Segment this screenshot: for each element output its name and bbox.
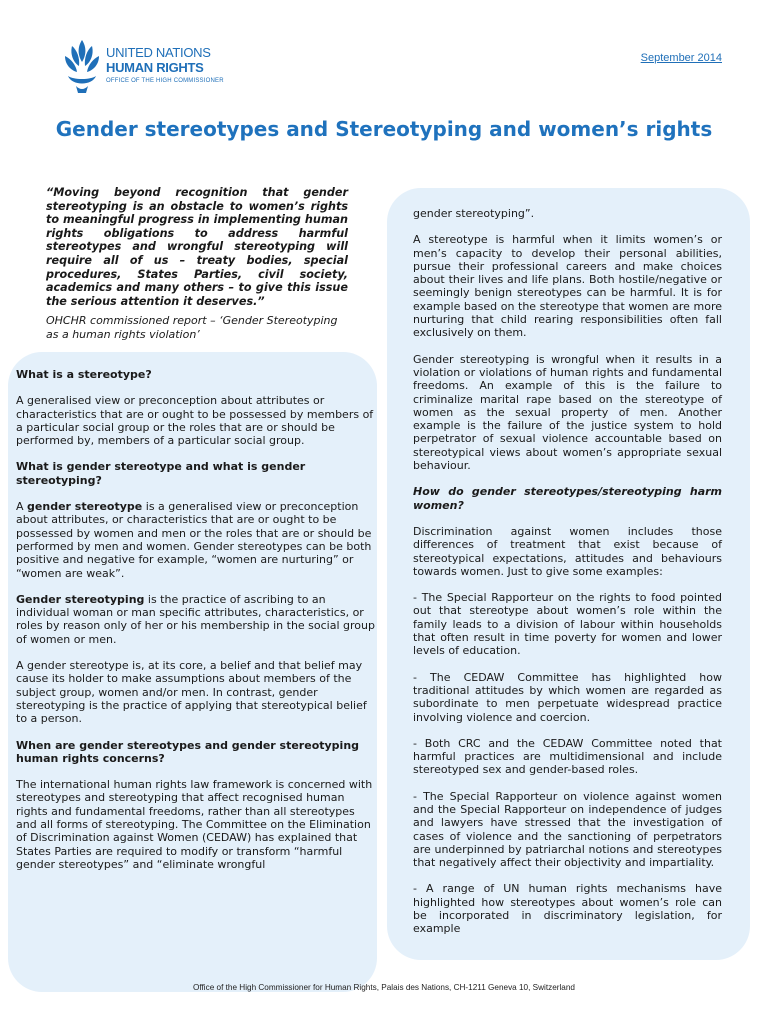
right-column <box>413 207 722 949</box>
org-name-line2: HUMAN RIGHTS <box>106 60 204 75</box>
list-item: - The CEDAW Committee has highlighted how traditional attitudes by which women are regarded as subordinate to men perpetuate widespread practice involving violence and coercion. <box>413 670 722 724</box>
term-gender-stereotyping: Gender stereotyping <box>16 592 145 606</box>
page-title: Gender stereotypes and Stereotyping and women’s rights <box>55 117 713 141</box>
pull-quote: “Moving beyond recognition that gender stereotyping is an obstacle to women’s rights to meaningful progress in implementing human rights obligations to address harmful stereotypes and wrongful stereotyping will require all of us – treaty bodies, special procedures, States Parties, civil society, academics and many others – to give this issue the serious attention it deserves.” <box>46 186 348 308</box>
list-item: - A range of UN human rights mechanisms have highlighted how stereotypes about women’s role can be incorporated in discriminatory legislation, for example <box>413 882 722 936</box>
term-gender-stereotype: gender stereotype <box>27 500 143 514</box>
paragraph: The international human rights law framework is concerned with stereotypes and stereotyping that affect recognised human rights and fundamental freedoms, rather than all stereotypes and all forms of stereotyping. The Committee on the Elimination of Discrimination against Women (CEDAW) has explained that States Parties are required to modify or transform “harmful gender stereotypes” and “eliminate wrongful <box>16 778 373 871</box>
footer-address: Office of the High Commissioner for Human Rights, Palais des Nations, CH-1211 Geneva 10, Switzerland <box>193 983 575 992</box>
list-item: - The Special Rapporteur on the rights to food pointed out that stereotype about women’s role within the family leads to a division of labour within households that often result in time poverty for women and lower levels of education. <box>413 591 722 658</box>
left-column <box>16 368 376 884</box>
paragraph: gender stereotyping”. <box>413 207 535 220</box>
heading-what-is-stereotype: What is a stereotype? <box>16 368 152 381</box>
org-name-line3: OFFICE OF THE HIGH COMMISSIONER <box>106 78 224 84</box>
paragraph: A gender stereotype is, at its core, a belief and that belief may cause its holder to make assumptions about members of the subject group, women and/or men. In contrast, gender stereotyping is the practice of applying that stereotypical belief to a person. <box>16 659 367 726</box>
un-emblem-icon <box>62 36 102 96</box>
paragraph: Gender stereotyping is the practice of ascribing to an individual woman or man specific attributes, characteristics, or roles by reason only of her or his membership in the social group of women or men. <box>16 592 375 646</box>
org-name-line1: UNITED NATIONS <box>106 45 211 60</box>
heading-human-rights-concerns: When are gender stereotypes and gender stereotyping human rights concerns? <box>16 738 360 765</box>
ohchr-logo <box>62 36 232 98</box>
heading-gender-stereotype: What is gender stereotype and what is gender stereotyping? <box>16 460 306 487</box>
paragraph: Gender stereotyping is wrongful when it results in a violation or violations of human rights and fundamental freedoms. An example of this is the failure to criminalize marital rape based on the stereotype of women as the sexual property of men. Another example is the failure of the justice system to hold perpetrator of sexual violence accountable based on stereotypical views about women’s appropriate sexual behaviour. <box>413 352 722 473</box>
heading-how-harm-women: How do gender stereotypes/stereotyping harm women? <box>413 485 722 512</box>
paragraph: Discrimination against women includes those differences of treatment that exist because of stereotypical expectations, attitudes and behaviours towards women. Just to give some examples: <box>413 524 722 578</box>
quote-source: OHCHR commissioned report – ‘Gender Stereotyping as a human rights violation’ <box>46 314 338 341</box>
list-item: - The Special Rapporteur on violence against women and the Special Rapporteur on independence of judges and lawyers have stressed that the investigation of cases of violence and the sanctioning of perpetrators are underpinned by patriarchal notions and stereotypes that negatively affect their objectivity and impartiality. <box>413 789 722 870</box>
paragraph: A gender stereotype is a generalised view or preconception about attributes, or characteristics that are or ought to be possessed by women and men or the roles that are or should be performed by men and women. Gender stereotypes can be both positive and negative for example, “women are nurturing” or “women are weak”. <box>16 500 372 580</box>
list-item: - Both CRC and the CEDAW Committee noted that harmful practices are multidimensional and include stereotyped sex and gender-based roles. <box>413 736 722 777</box>
publication-date[interactable]: September 2014 <box>640 52 722 64</box>
paragraph: A generalised view or preconception about attributes or characteristics that are or ought to be possessed by members of a particular social group or the roles that are or should be performed by, members of a particular social group. <box>16 394 374 448</box>
paragraph: A stereotype is harmful when it limits women’s or men’s capacity to develop their personal abilities, pursue their professional careers and make choices about their lives and life plans. Both hostile/negative or seemingly benign stereotypes can be harmful. It is for example based on the stereotype that women are more nurturing that child rearing responsibilities often fall exclusively on them. <box>413 233 722 340</box>
